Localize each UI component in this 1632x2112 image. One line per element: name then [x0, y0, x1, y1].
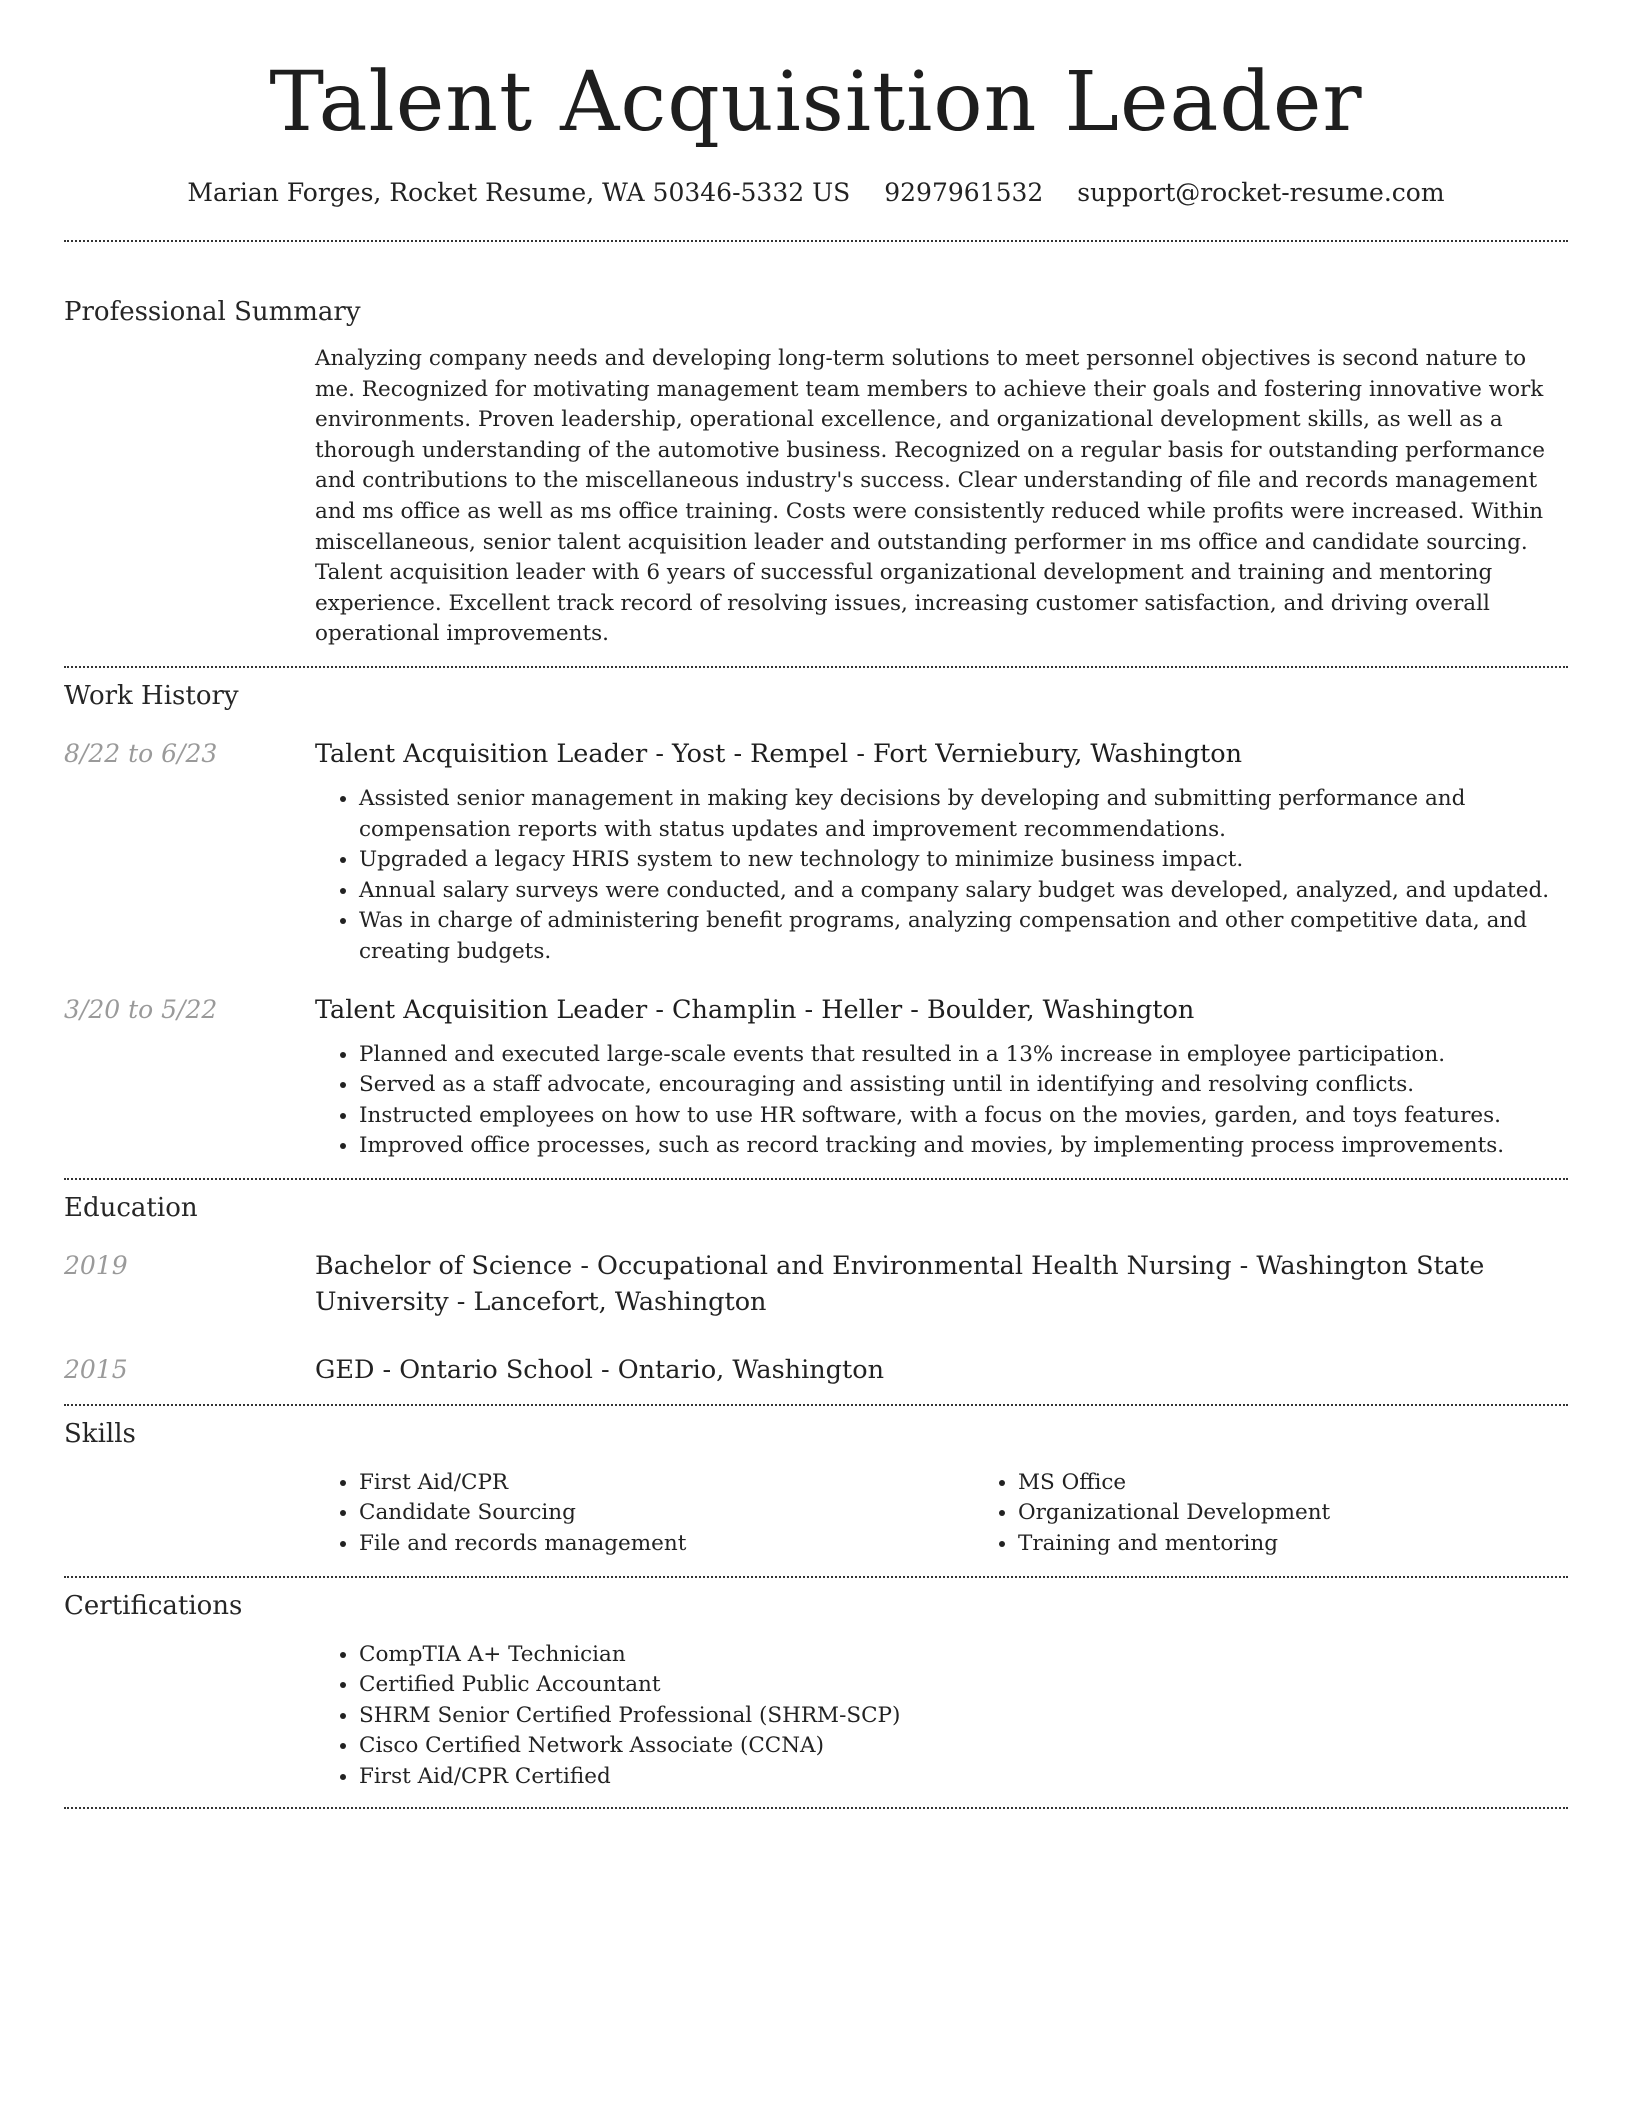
- list-item: • CompTIA A+ Technician: [359, 1640, 1568, 1671]
- education-year: 2015: [64, 1354, 128, 1384]
- job-heading: Talent Acquisition Leader - Champlin - Heller - Boulder, Washington: [315, 994, 1195, 1025]
- education-entry: [64, 1248, 1568, 1320]
- job-heading: Talent Acquisition Leader - Yost - Rempel - Fort Verniebury, Washington: [315, 738, 1243, 769]
- job-entry: [64, 992, 1568, 1162]
- skills-list-left: [315, 1468, 974, 1560]
- list-item: • Annual salary surveys were conducted, and a company salary budget was developed, analyzed, and updated.: [359, 876, 1568, 907]
- skills-list-right: [974, 1468, 1632, 1560]
- list-item: • Improved office processes, such as record tracking and movies, by implementing process improvements.: [359, 1131, 1568, 1162]
- contact-email: support@rocket-resume.com: [1077, 178, 1445, 207]
- resume-header: [64, 0, 1568, 210]
- job-entry: [64, 736, 1568, 968]
- education-year: 2019: [64, 1250, 128, 1280]
- list-item: • Cisco Certified Network Associate (CCNA): [359, 1731, 1568, 1762]
- list-item: • Training and mentoring: [1018, 1529, 1632, 1560]
- certifications-section: [64, 1578, 1568, 1793]
- list-item: • Organizational Development: [1018, 1498, 1632, 1529]
- list-item: • Planned and executed large-scale events that resulted in a 13% increase in employee participation.: [359, 1040, 1568, 1071]
- list-item: • Instructed employees on how to use HR software, with a focus on the movies, garden, and toys features.: [359, 1101, 1568, 1132]
- skills-heading: Skills: [64, 1418, 136, 1449]
- education-heading: Education: [64, 1192, 198, 1223]
- list-item: • Certified Public Accountant: [359, 1670, 1568, 1701]
- education-entry: [64, 1352, 1568, 1388]
- certifications-heading: Certifications: [64, 1590, 243, 1621]
- contact-line: [64, 176, 1568, 210]
- list-item: • First Aid/CPR Certified: [359, 1762, 1568, 1793]
- list-item: • MS Office: [1018, 1468, 1632, 1499]
- summary-text: Analyzing company needs and developing long-term solutions to meet personnel objectives is second nature to me. Recognized for motivating management team members to achieve their goals and fostering innovative work environments. Proven leadership, operational excellence, and organizational development skills, as well as a thorough understanding of the automotive business. Recognized on a regular basis for outstanding performance and contributions to the miscellaneous industry's success. Clear understanding of file and records management and ms office as well as ms office training. Costs were consistently reduced while profits were increased. Within miscellaneous, senior talent acquisition leader and outstanding performer in ms office and candidate sourcing. Talent acquisition leader with 6 years of successful organizational development and training and mentoring experience. Excellent track record of resolving issues, increasing customer satisfaction, and driving overall operational improvements.: [315, 346, 1545, 647]
- list-item: • Was in charge of administering benefit programs, analyzing compensation and other competitive data, and creating budgets.: [359, 906, 1568, 967]
- list-item: • File and records management: [359, 1529, 974, 1560]
- resume-title: Talent Acquisition Leader: [269, 55, 1363, 150]
- job-bullets: [315, 784, 1568, 968]
- job-dates: 3/20 to 5/22: [64, 994, 218, 1024]
- list-item: • Candidate Sourcing: [359, 1498, 974, 1529]
- certifications-list: [315, 1640, 1568, 1793]
- summary-section: [64, 242, 1568, 650]
- work-heading: Work History: [64, 680, 239, 711]
- work-section: [64, 668, 1568, 1162]
- contact-phone: 9297961532: [884, 178, 1044, 207]
- list-item: • Assisted senior management in making key decisions by developing and submitting performance and compensation reports with status updates and improvement recommendations.: [359, 784, 1568, 845]
- list-item: • Upgraded a legacy HRIS system to new technology to minimize business impact.: [359, 845, 1568, 876]
- certifications-divider: [64, 1807, 1568, 1809]
- list-item: • SHRM Senior Certified Professional (SHRM-SCP): [359, 1701, 1568, 1732]
- education-degree: GED - Ontario School - Ontario, Washington: [315, 1354, 885, 1385]
- contact-address: Marian Forges, Rocket Resume, WA 50346-5332 US: [187, 178, 851, 207]
- skills-section: [64, 1406, 1568, 1560]
- education-degree: Bachelor of Science - Occupational and Environmental Health Nursing - Washington State University - Lancefort, Washington: [315, 1250, 1485, 1317]
- job-dates: 8/22 to 6/23: [64, 738, 218, 768]
- education-section: [64, 1180, 1568, 1388]
- list-item: • First Aid/CPR: [359, 1468, 974, 1499]
- job-bullets: [315, 1040, 1568, 1162]
- list-item: • Served as a staff advocate, encouraging and assisting until in identifying and resolving conflicts.: [359, 1070, 1568, 1101]
- summary-heading: Professional Summary: [64, 297, 361, 327]
